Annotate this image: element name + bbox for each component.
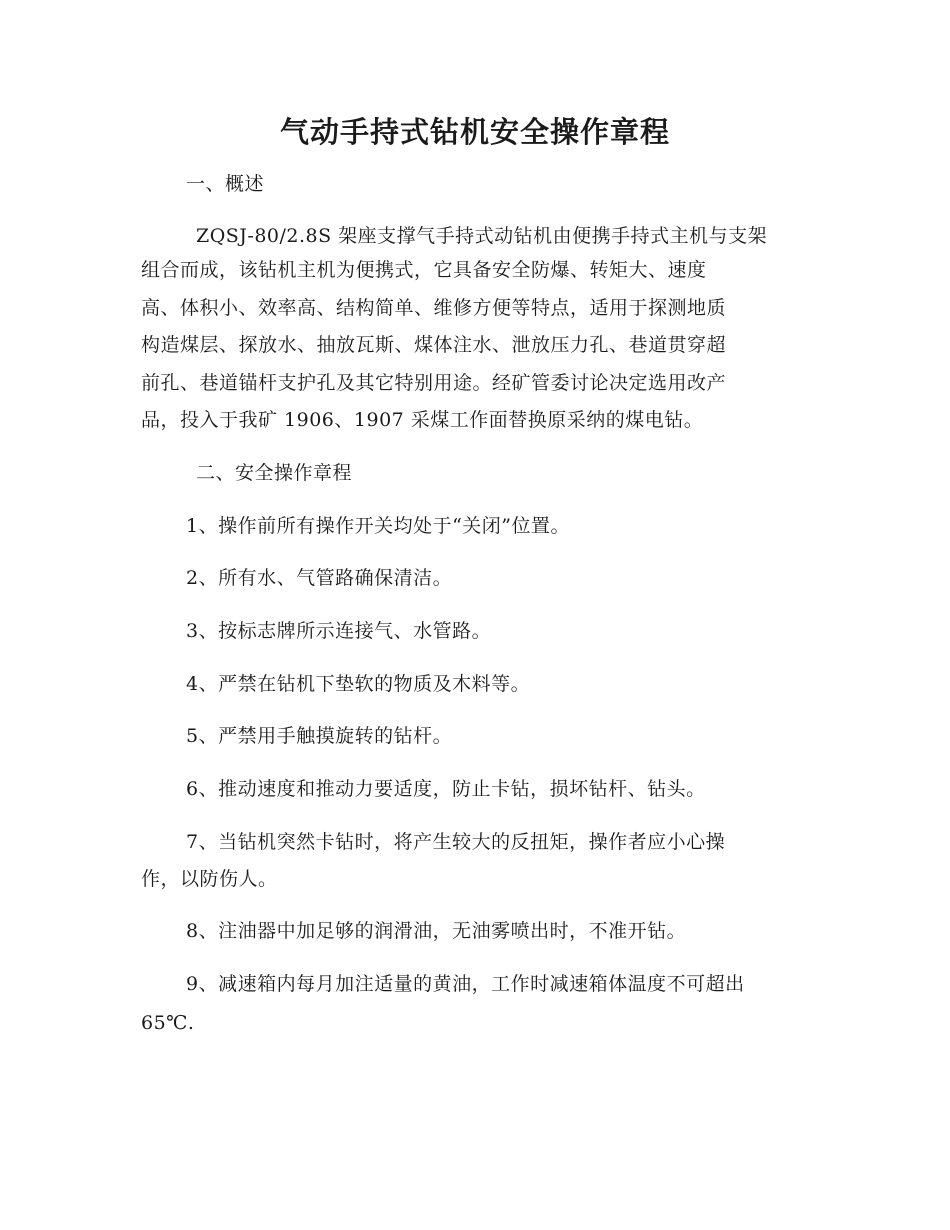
rule-item-3: 3、按标志牌所示连接气、水管路。	[186, 620, 492, 642]
rule-item-8: 8、注油器中加足够的润滑油，无油雾喷出时，不准开钻。	[186, 920, 687, 942]
rule-item-1: 1、操作前所有操作开关均处于“关闭”位置。	[186, 515, 571, 537]
rule-item-4: 4、严禁在钻机下垫软的物质及木料等。	[186, 673, 531, 695]
rule-item-7: 7、当钻机突然卡钻时，将产生较大的反扭矩，操作者应小心操	[186, 831, 726, 853]
section-heading-safety-rules: 二、安全操作章程	[196, 462, 353, 484]
rule-item-5: 5、严禁用手触摸旋转的钻杆。	[186, 725, 453, 747]
rule-item-7-continued: 作，以防伤人。	[141, 868, 278, 890]
paragraph-line: 组合而成，该钻机主机为便携式，它具备安全防爆、转矩大、速度	[141, 259, 707, 281]
rule-item-6: 6、推动速度和推动力要适度，防止卡钻，损坏钻杆、钻头。	[186, 778, 706, 800]
section-heading-overview: 一、概述	[186, 173, 265, 195]
paragraph-line: ZQSJ-80/2.8S 架座支撑气手持式动钻机由便携手持式主机与支架	[196, 225, 768, 247]
paragraph-line: 前孔、巷道锚杆支护孔及其它特别用途。经矿管委讨论决定选用改产	[141, 372, 727, 394]
paragraph-line: 构造煤层、探放水、抽放瓦斯、煤体注水、泄放压力孔、巷道贯穿超	[141, 334, 727, 356]
paragraph-line: 品，投入于我矿 1906、1907 采煤工作面替换原采纳的煤电钻。	[141, 409, 704, 431]
rule-item-9-continued: 65℃.	[141, 1012, 195, 1034]
rule-item-2: 2、所有水、气管路确保清洁。	[186, 567, 453, 589]
document-title: 气动手持式钻机安全操作章程	[279, 115, 670, 149]
paragraph-line: 高、体积小、效率高、结构简单、维修方便等特点，适用于探测地质	[141, 297, 727, 319]
rule-item-9: 9、减速箱内每月加注适量的黄油，工作时减速箱体温度不可超出	[186, 973, 745, 995]
